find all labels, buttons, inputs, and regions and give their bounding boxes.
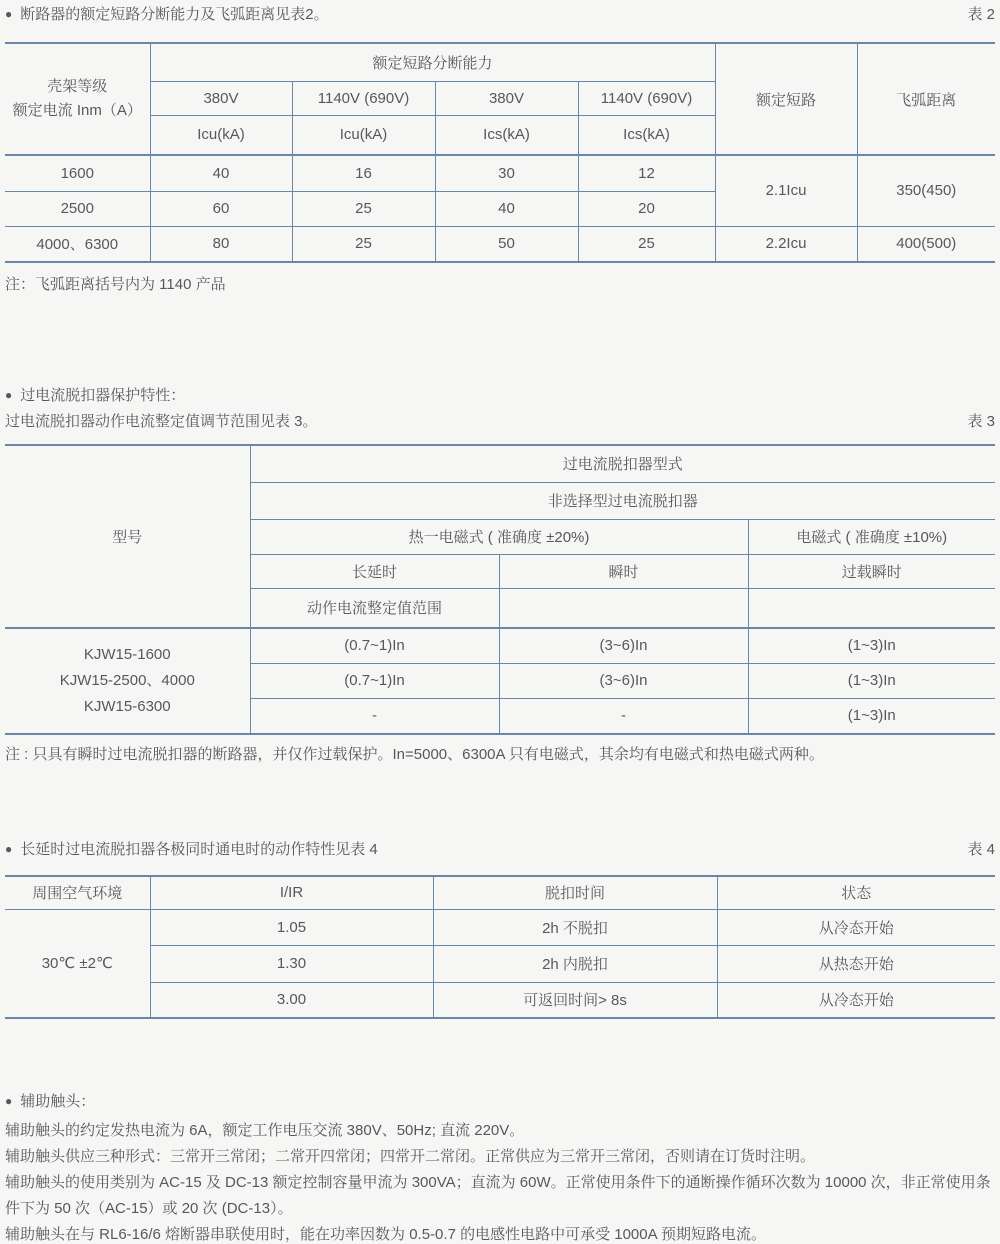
t3-cell: (1~3)In	[748, 628, 995, 663]
t3-cell: (1~3)In	[748, 663, 995, 698]
aux-paragraph-2: 辅助触头供应三种形式：三常开三常闭；二常开四常闭；四常开二常闭。正常供应为三常开三常闭，否则请在订货时注明。	[5, 1148, 816, 1165]
t2-frame-header-line2: 额定电流 Inm（A）	[12, 102, 142, 119]
t2-inm-2500: 2500	[5, 191, 150, 226]
table-4	[5, 875, 995, 1019]
t3-model-1: KJW15-1600	[83, 646, 171, 663]
table3-label: 表 3	[967, 413, 995, 430]
table4-label: 表 4	[967, 841, 995, 858]
section3-title: 长延时过电流脱扣器各极同时通电时的动作特性见表 4	[20, 841, 378, 858]
t3-type-header: 过电流脱扣器型式	[250, 445, 995, 482]
table-3	[5, 444, 995, 735]
t4-header-trip-time: 脱扣时间	[433, 876, 717, 909]
t3-empty-cell	[748, 588, 995, 628]
t2-frame-header	[5, 43, 150, 155]
t2-inm-1600: 1600	[5, 155, 150, 191]
t2-inm-4000-6300: 4000、6300	[5, 226, 150, 262]
t3-cell: -	[250, 698, 499, 734]
t2-short-rows12: 2.1Icu	[715, 155, 857, 226]
t3-cell: (0.7~1)In	[250, 628, 499, 663]
table-row	[5, 909, 995, 945]
t2-unit-icu-2: Icu(kA)	[292, 115, 435, 155]
t4-cell: 从冷态开始	[717, 982, 995, 1018]
t4-header-state: 状态	[717, 876, 995, 909]
t2-arc-row3: 400(500)	[857, 226, 995, 262]
t3-model-header: 型号	[5, 445, 250, 628]
t2-cell: 30	[435, 155, 578, 191]
table3-note: 注 : 只具有瞬时过电流脱扣器的断路器，并仅作过载保护。In=5000、6300A 只有电磁式，其余均有电磁式和热电磁式两种。	[5, 746, 824, 763]
section2-subtitle-row	[5, 411, 995, 432]
t4-cell: 2h 不脱扣	[433, 909, 717, 945]
t4-cell: 3.00	[150, 982, 433, 1018]
t2-frame-header-line1: 壳架等级	[47, 78, 108, 95]
t3-cell: (3~6)In	[499, 663, 748, 698]
bullet-icon: ●	[5, 1094, 13, 1108]
t2-cell: 12	[578, 155, 715, 191]
bullet-icon: ●	[5, 388, 13, 402]
t3-cell: -	[499, 698, 748, 734]
section2-title: 过电流脱扣器保护特性：	[20, 387, 186, 404]
t2-cell: 40	[435, 191, 578, 226]
t2-voltage-380-icu: 380V	[150, 81, 292, 115]
section1-title: 断路器的额定短路分断能力及飞弧距离见表2。	[20, 6, 329, 23]
t2-cell: 60	[150, 191, 292, 226]
bullet-icon: ●	[5, 842, 13, 856]
table-row	[5, 226, 995, 262]
t2-cell: 16	[292, 155, 435, 191]
t4-cell: 可返回时间> 8s	[433, 982, 717, 1018]
section4-title: 辅助触头：	[20, 1093, 96, 1110]
table-row	[5, 945, 995, 982]
t4-ambient-cell: 30℃ ±2℃	[5, 909, 150, 1018]
t2-voltage-1140-icu: 1140V (690V)	[292, 81, 435, 115]
t2-cell: 25	[292, 226, 435, 262]
t3-subtype-header: 非选择型过电流脱扣器	[250, 482, 995, 519]
t3-cell: (3~6)In	[499, 628, 748, 663]
t4-cell: 从热态开始	[717, 945, 995, 982]
table2-label: 表 2	[967, 6, 995, 23]
t3-empty-cell	[499, 588, 748, 628]
t2-cell: 25	[578, 226, 715, 262]
t3-magnetic-header: 电磁式 ( 准确度 ±10%)	[748, 519, 995, 554]
t4-cell: 从冷态开始	[717, 909, 995, 945]
t3-models-cell	[5, 628, 250, 734]
t4-cell: 1.05	[150, 909, 433, 945]
t2-cell: 40	[150, 155, 292, 191]
t2-short-row3: 2.2Icu	[715, 226, 857, 262]
t4-cell: 1.30	[150, 945, 433, 982]
section4-heading	[5, 1091, 995, 1112]
table-row	[5, 982, 995, 1018]
t2-voltage-380-ics: 380V	[435, 81, 578, 115]
t2-voltage-1140-ics: 1140V (690V)	[578, 81, 715, 115]
table-row	[5, 628, 995, 663]
t4-header-iir: I/IR	[150, 876, 433, 909]
t3-cell: (1~3)In	[748, 698, 995, 734]
t2-unit-ics-1: Ics(kA)	[435, 115, 578, 155]
t2-cell: 20	[578, 191, 715, 226]
t2-unit-ics-2: Ics(kA)	[578, 115, 715, 155]
bullet-icon: ●	[5, 7, 13, 21]
t3-mode-instant: 瞬时	[499, 554, 748, 588]
t2-arc-rows12: 350(450)	[857, 155, 995, 226]
t2-unit-icu-1: Icu(kA)	[150, 115, 292, 155]
t3-mode-overload: 过载瞬时	[748, 554, 995, 588]
t3-thermal-header: 热一电磁式 ( 准确度 ±20%)	[250, 519, 748, 554]
t3-mode-long-delay: 长延时	[250, 554, 499, 588]
t2-arc-header: 飞弧距离	[857, 43, 995, 155]
t2-cell: 25	[292, 191, 435, 226]
t3-model-2: KJW15-2500、4000	[59, 672, 195, 689]
t2-cell: 80	[150, 226, 292, 262]
t3-cell: (0.7~1)In	[250, 663, 499, 698]
aux-paragraph-4: 辅助触头在与 RL6-16/6 熔断器串联使用时，能在功率因数为 0.5-0.7 的电感性电路中可承受 1000A 预期短路电流。	[5, 1226, 766, 1243]
aux-paragraph-3: 辅助触头的使用类别为 AC-15 及 DC-13 额定控制容量甲流为 300VA；直流为 60W。正常使用条件下的通断操作循环次数为 10000 次，非正常使用条件下为 50 次（AC-15）或 20 次 (DC-13）。	[5, 1174, 991, 1217]
table2-note: 注：飞弧距离括号内为 1140 产品	[5, 276, 226, 293]
t2-cell: 50	[435, 226, 578, 262]
t2-capacity-header: 额定短路分断能力	[150, 43, 715, 81]
table-row	[5, 155, 995, 191]
aux-paragraph-1: 辅助触头的约定发热电流为 6A，额定工作电压交流 380V、50Hz; 直流 220V。	[5, 1122, 525, 1139]
t3-model-3: KJW15-6300	[83, 698, 171, 715]
t2-short-header: 额定短路	[715, 43, 857, 155]
t4-cell: 2h 内脱扣	[433, 945, 717, 982]
section1-heading	[5, 0, 995, 25]
section2-subtitle: 过电流脱扣器动作电流整定值调节范围见表 3。	[5, 413, 318, 430]
section3-heading	[5, 839, 995, 860]
t4-header-ambient: 周围空气环境	[5, 876, 150, 909]
aux-paragraphs	[5, 1118, 995, 1244]
section2-heading	[5, 385, 995, 406]
table-2	[5, 42, 995, 263]
t3-range-header: 动作电流整定值范围	[250, 588, 499, 628]
